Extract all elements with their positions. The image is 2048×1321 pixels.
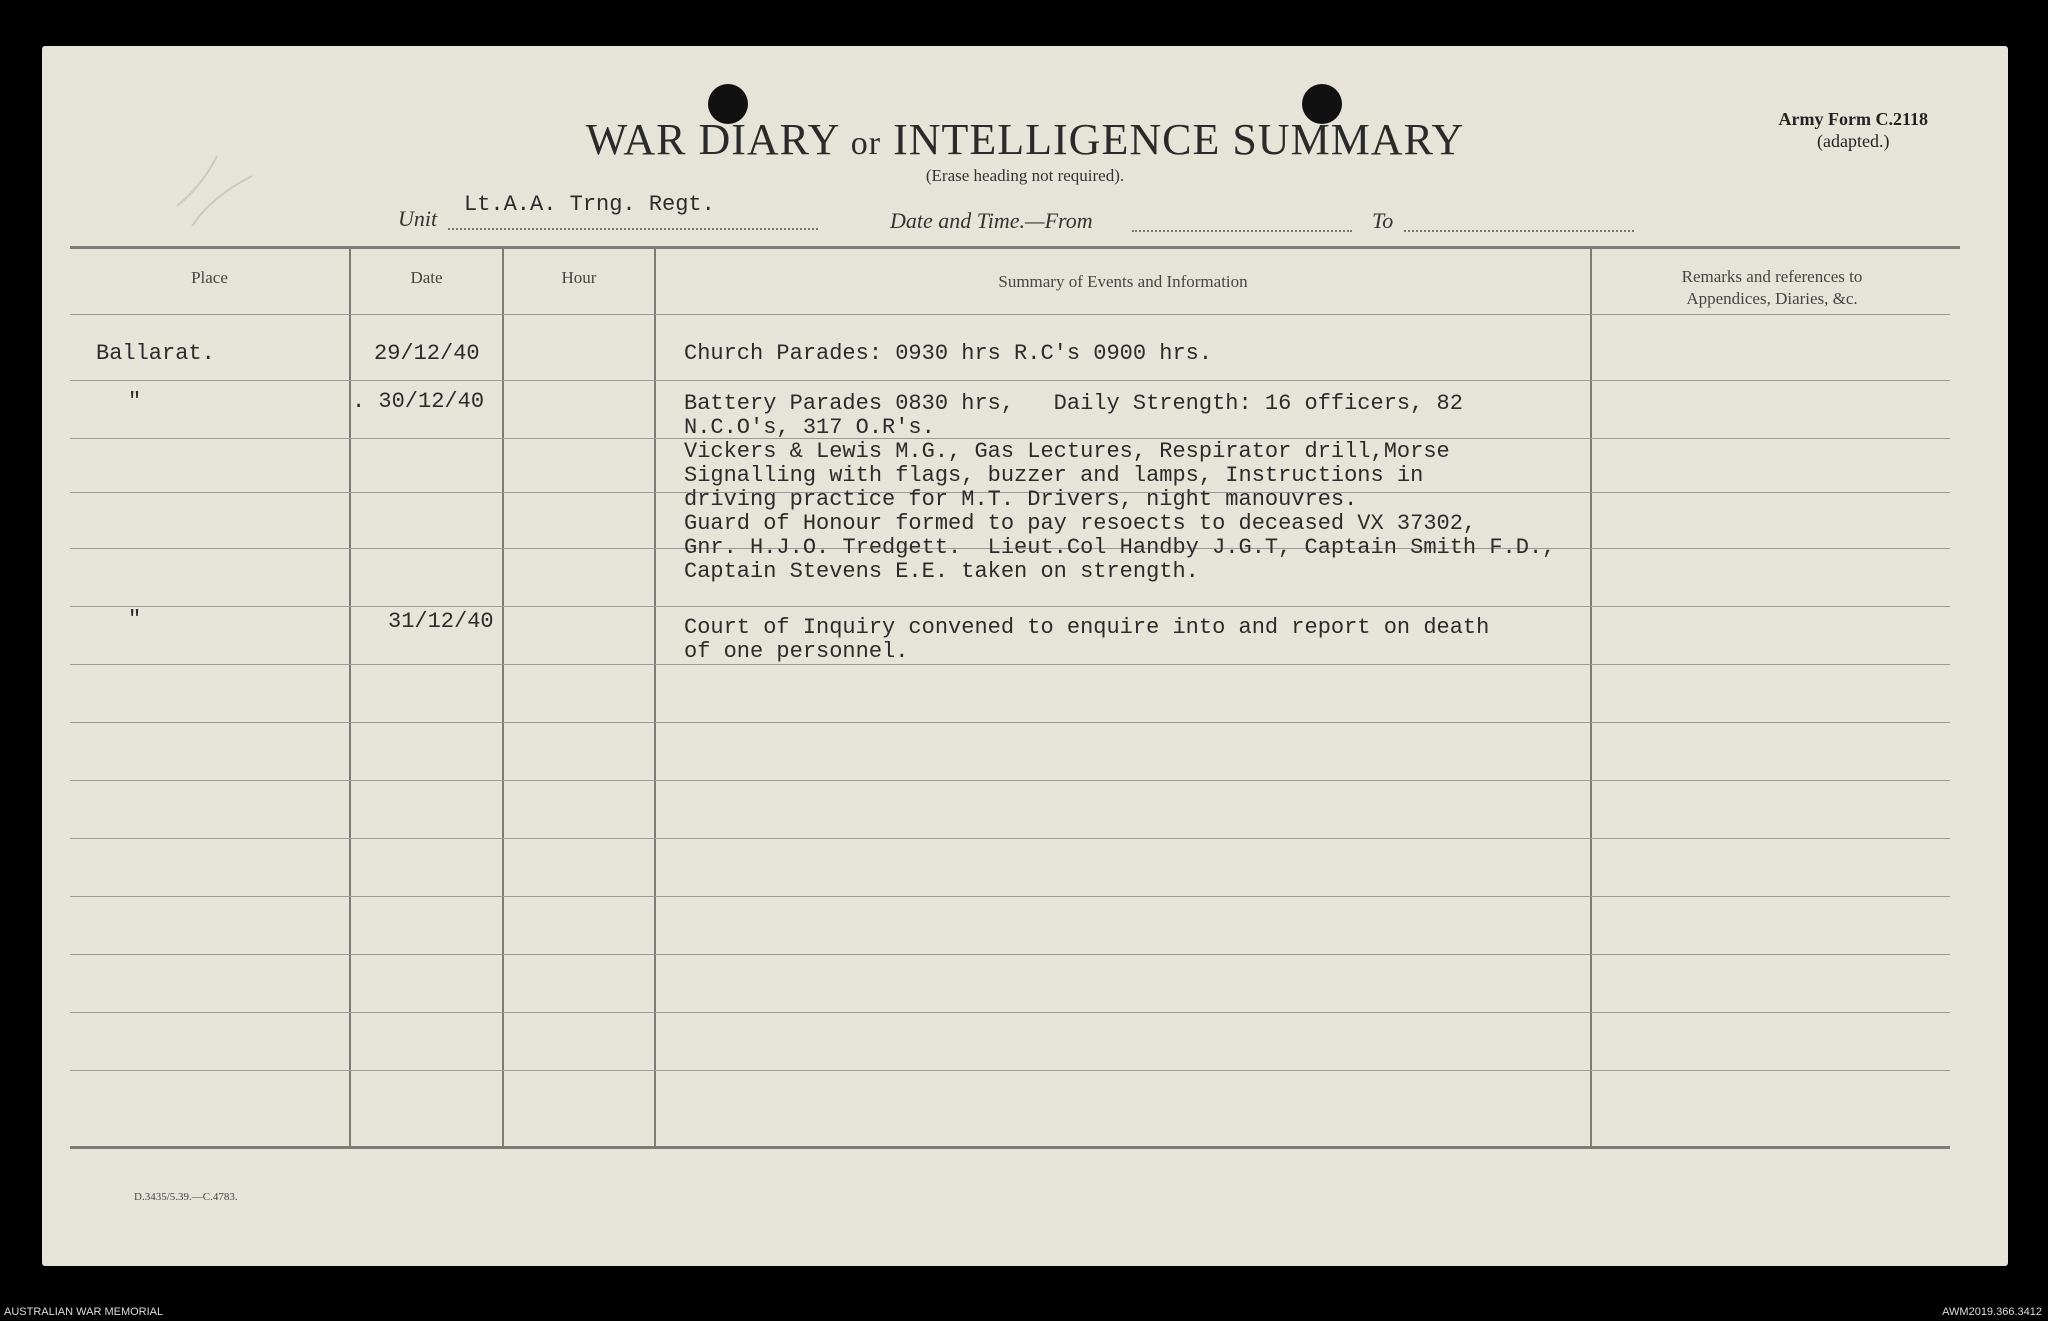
column-header-hour: Hour xyxy=(561,268,597,287)
column-header-summary: Summary of Events and Information xyxy=(998,272,1248,291)
row-rule xyxy=(70,722,1950,723)
entry-3-place: " xyxy=(128,607,142,632)
entry-2-date: . 30/12/40 xyxy=(352,389,485,414)
entry-1-place: Ballarat. xyxy=(96,341,215,366)
column-header-remarks xyxy=(1592,266,1952,310)
unit-label: Unit xyxy=(398,206,438,231)
divider-place-date xyxy=(349,246,351,1146)
war-diary-sheet xyxy=(42,46,2008,1266)
row-rule xyxy=(70,1070,1950,1071)
row-rule xyxy=(70,838,1950,839)
entry-3-date: 31/12/40 xyxy=(388,609,494,634)
entry-2-place: " xyxy=(128,389,142,414)
print-code: D.3435/5.39.—C.4783. xyxy=(134,1191,238,1203)
document-subtitle: (Erase heading not required). xyxy=(925,166,1125,185)
document-title xyxy=(42,114,2008,165)
row-rule xyxy=(70,606,1950,607)
column-header-date: Date xyxy=(410,268,443,287)
row-rule xyxy=(70,1012,1950,1013)
divider-date-hour xyxy=(502,246,504,1146)
title-or: or xyxy=(850,125,882,162)
row-rule xyxy=(70,314,1950,315)
date-from-dotline xyxy=(1132,230,1352,232)
table-bottom-rule xyxy=(70,1146,1950,1149)
remarks-header-line1: Remarks and references to xyxy=(1681,267,1863,286)
row-rule xyxy=(70,664,1950,665)
form-adapted: (adapted.) xyxy=(1817,131,1890,151)
entry-2-summary: Battery Parades 0830 hrs, Daily Strength: 16 officers, 82 N.C.O's, 317 O.R's. Vickers & Lewis M.G., Gas Lectures, Respirator drill,Morse Signalling with flags, buzzer and lamps, Instructions in driving practice for M.T. Drivers, night manouvres. Guard of Honour formed to pay resoects to deceased VX 37302, Gnr. H.J.O. Tredgett. Lieut.Col Handby J.G.T, Captain Smith F.D., Captain Stevens E.E. taken on strength. xyxy=(684,391,1556,584)
entry-1-summary: Church Parades: 0930 hrs R.C's 0900 hrs. xyxy=(684,341,1213,366)
army-form-number xyxy=(1779,108,1928,152)
to-label: To xyxy=(1372,208,1394,233)
row-rule xyxy=(70,954,1950,955)
row-rule xyxy=(70,380,1950,381)
footer-left: AUSTRALIAN WAR MEMORIAL xyxy=(4,1306,164,1318)
entry-1-date: 29/12/40 xyxy=(374,341,480,366)
form-number: Army Form C.2118 xyxy=(1778,109,1928,129)
divider-summary-remarks xyxy=(1590,246,1592,1146)
footer-right: AWM2019.366.3412 xyxy=(1942,1306,2042,1318)
remarks-header-line2: Appendices, Diaries, &c. xyxy=(1686,289,1858,308)
entry-3-summary: Court of Inquiry convened to enquire into and report on death of one personnel. xyxy=(684,615,1490,664)
divider-hour-summary xyxy=(654,246,656,1146)
title-war-diary: WAR DIARY xyxy=(585,115,839,164)
unit-value: Lt.A.A. Trng. Regt. xyxy=(464,192,715,217)
date-to-dotline xyxy=(1404,230,1634,232)
title-intelligence-summary: INTELLIGENCE SUMMARY xyxy=(893,115,1465,164)
date-time-label: Date and Time.—From xyxy=(890,208,1093,233)
unit-dotline xyxy=(448,228,818,230)
column-header-place: Place xyxy=(191,268,228,287)
row-rule xyxy=(70,896,1950,897)
table-top-rule xyxy=(70,246,1960,249)
row-rule xyxy=(70,780,1950,781)
